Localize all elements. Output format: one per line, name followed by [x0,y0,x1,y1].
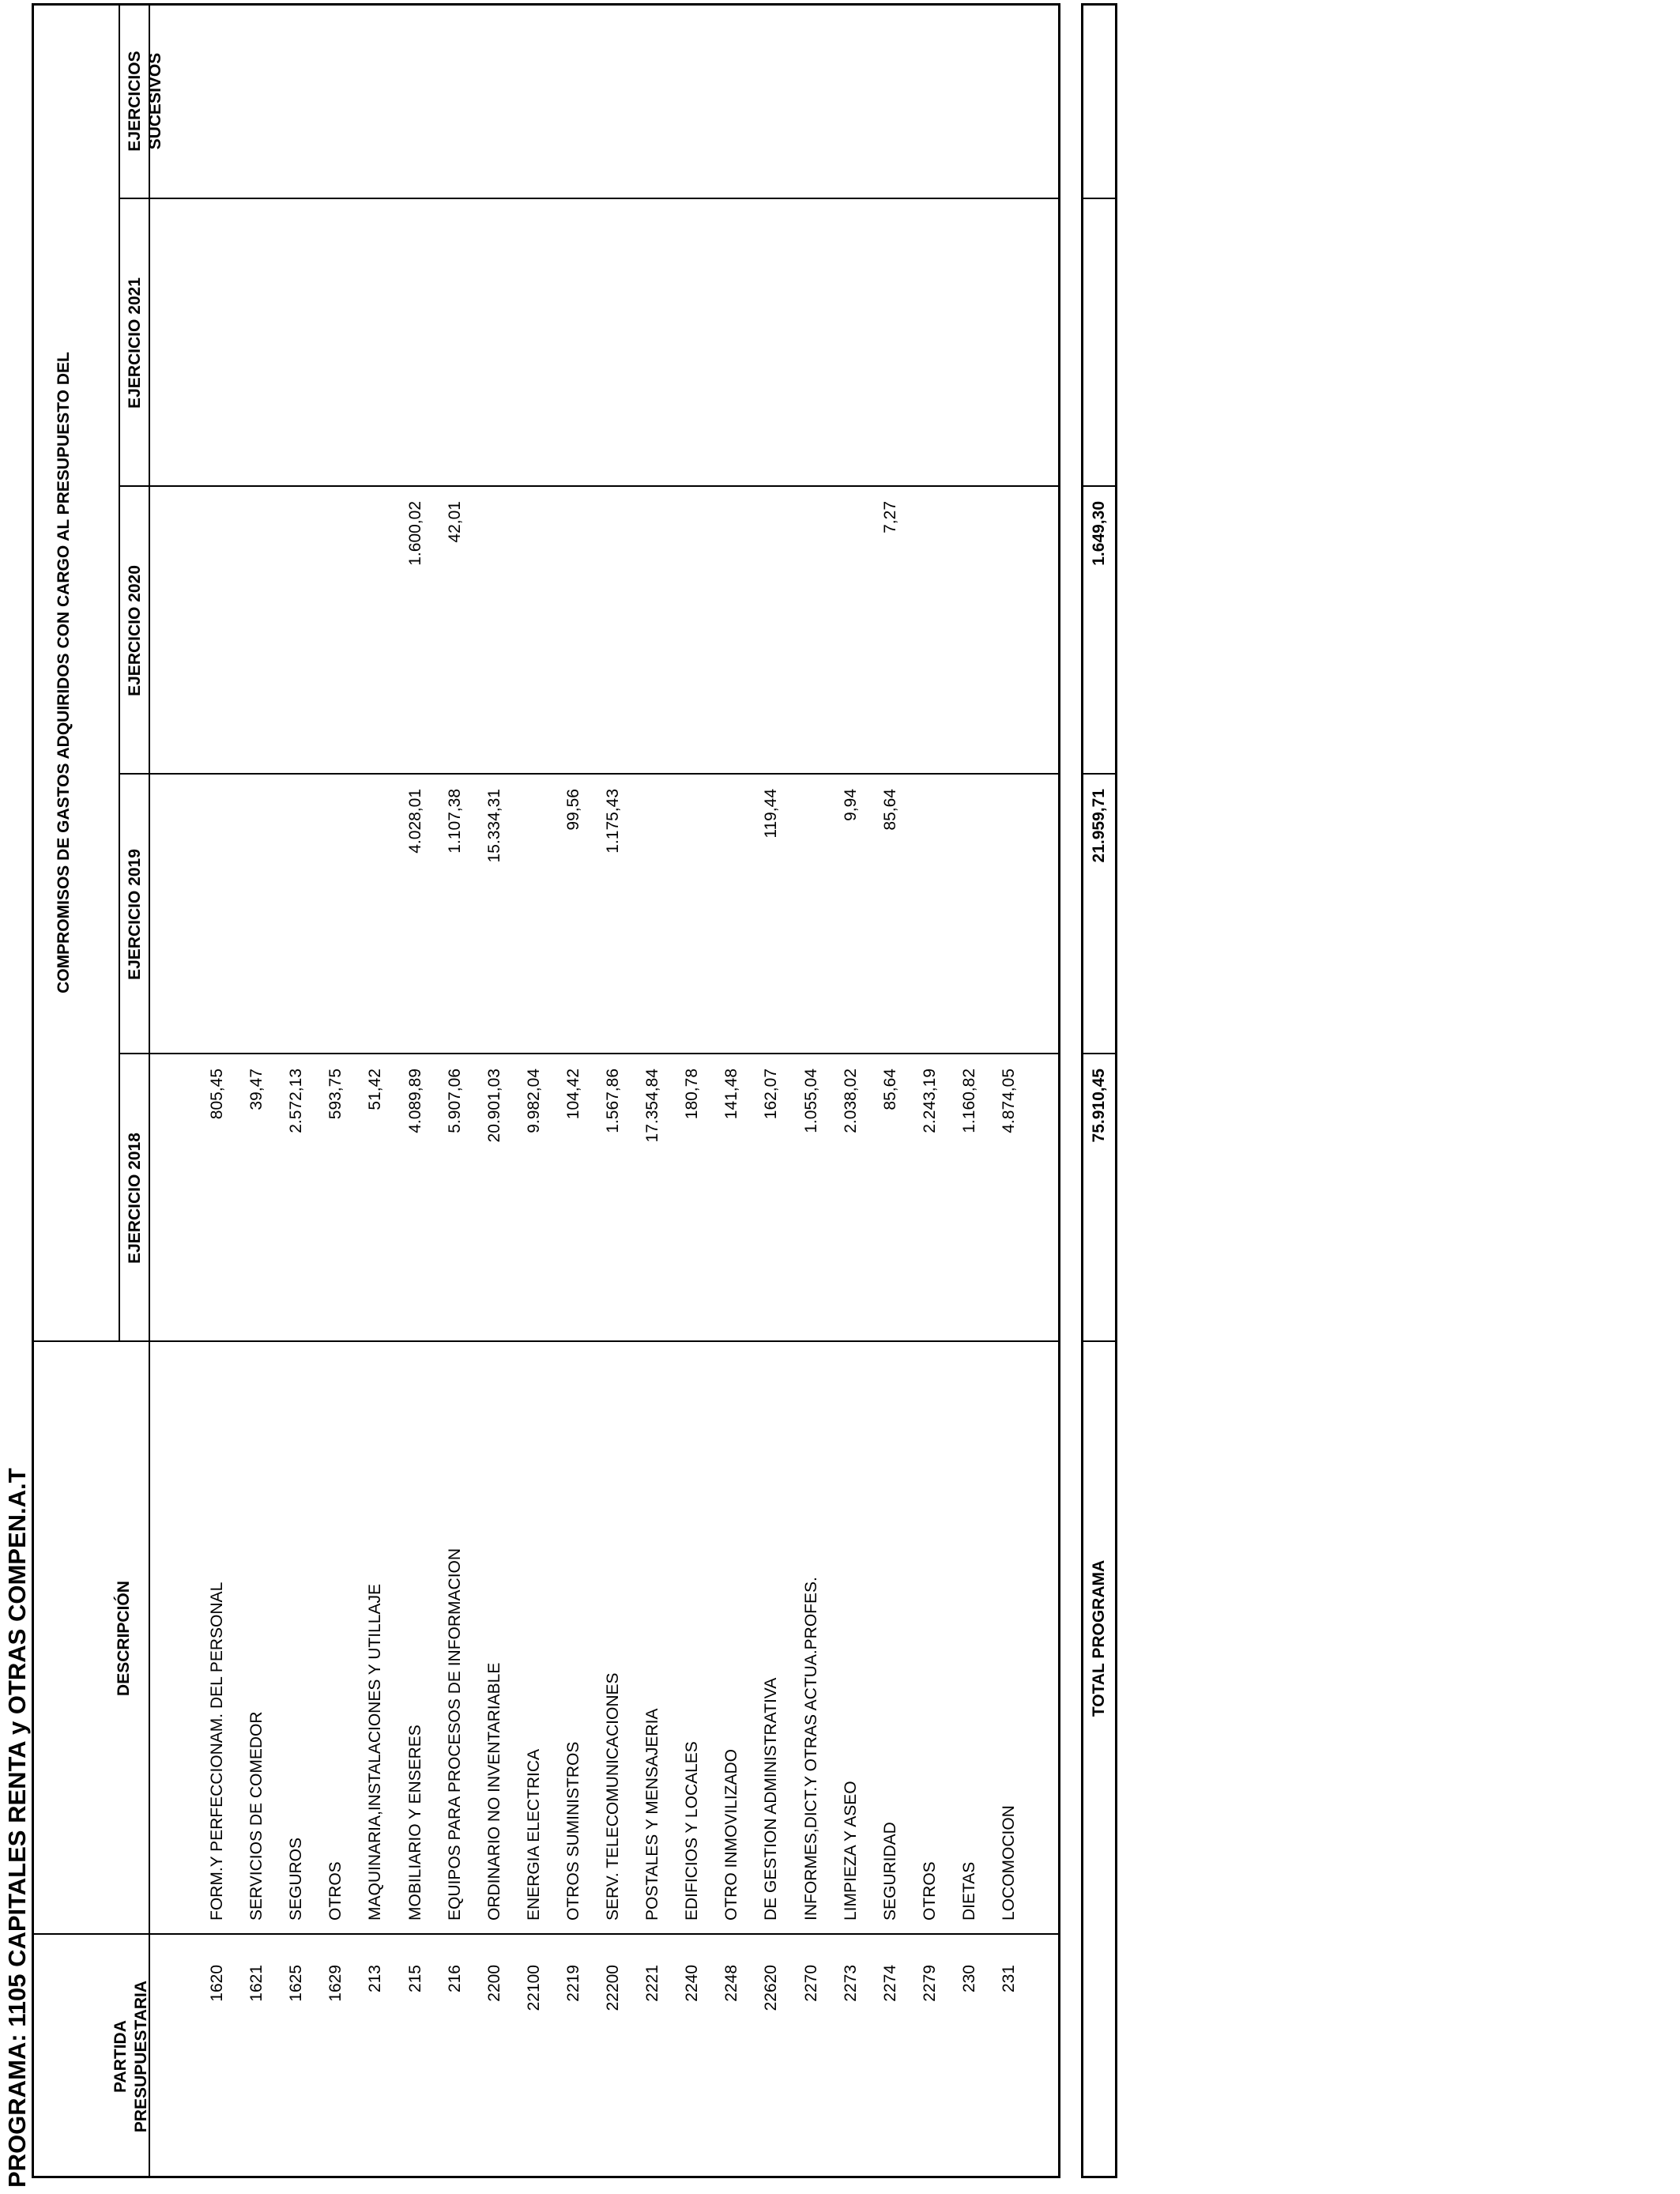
page-title: PROGRAMA: 1105 CAPITALES RENTA y OTRAS COMPEN.A.T [3,1468,31,2188]
header-ejercicios-sucesivos: EJERCICIOS SUCESIVOS [126,51,164,152]
row-code: 231 [1000,1965,1018,1993]
row-2018: 1.055,04 [802,1069,820,1133]
row-2020: 1.600,02 [406,501,424,566]
row-2019: 99,56 [564,789,582,831]
row-code: 215 [406,1965,424,1993]
row-2019: 15.334,31 [485,789,503,863]
row-code: 22100 [525,1965,543,2011]
row-2019: 9,94 [842,789,860,821]
row-code: 2240 [683,1965,701,2002]
row-description: POSTALES Y MENSAJERIA [643,1708,661,1921]
header-split [119,3,120,1342]
row-description: EDIFICIOS Y LOCALES [683,1741,701,1921]
row-description: LOCOMOCION [1000,1805,1018,1921]
row-description: SEGUROS [287,1837,305,1921]
row-description: OTROS [921,1861,939,1921]
divider-2018 [119,1053,1060,1054]
row-2018: 180,78 [683,1069,701,1120]
divider-2021 [119,198,1060,199]
row-code: 2273 [842,1965,860,2002]
row-description: OTROS [326,1861,345,1921]
row-2020: 42,01 [446,501,464,543]
header-ejercicio-2020: EJERCICIO 2020 [126,565,144,696]
total-divider-5 [1081,198,1117,199]
row-description: ORDINARIO NO INVENTARIABLE [485,1662,503,1921]
divider-partida [32,1933,1060,1935]
row-2018: 39,47 [247,1069,266,1110]
header-ejercicio-2019: EJERCICIO 2019 [126,849,144,980]
row-code: 2248 [722,1965,740,2002]
total-2019: 21.959,71 [1090,789,1108,863]
row-description: SEGURIDAD [881,1822,899,1921]
row-2019: 85,64 [881,789,899,831]
row-2018: 162,07 [762,1069,780,1120]
header-partida-line2: PRESUPUESTARIA [132,1980,150,2133]
main-table [32,3,1060,2178]
row-description: SERV. TELECOMUNICACIONES [604,1672,622,1921]
row-2019: 4.028,01 [406,789,424,854]
row-code: 230 [960,1965,978,1993]
row-code: 1625 [287,1965,305,2002]
row-code: 2221 [643,1965,661,2002]
row-2018: 9.982,04 [525,1069,543,1133]
row-description: EQUIPOS PARA PROCESOS DE INFORMACION [446,1547,464,1921]
row-2018: 593,75 [326,1069,345,1120]
row-2019: 1.107,38 [446,789,464,854]
header-ejercicio-2021: EJERCICIO 2021 [126,277,144,409]
row-2020: 7,27 [881,501,899,533]
row-2018: 805,45 [208,1069,226,1120]
row-code: 2219 [564,1965,582,2002]
row-code: 1629 [326,1965,345,2002]
row-2018: 4.874,05 [1000,1069,1018,1133]
row-description: MAQUINARIA,INSTALACIONES Y UTILLAJE [366,1584,384,1921]
row-description: FORM.Y PERFECCIONAM. DEL PERSONAL [208,1581,226,1921]
row-description: DIETAS [960,1861,978,1921]
row-code: 22620 [762,1965,780,2011]
divider-2019 [119,773,1060,775]
row-2018: 5.907,06 [446,1069,464,1133]
row-2018: 1.567,86 [604,1069,622,1133]
row-description: OTRO INMOVILIZADO [722,1748,740,1921]
row-2018: 4.089,89 [406,1069,424,1133]
header-partida [111,1935,152,2178]
row-2018: 104,42 [564,1069,582,1120]
row-code: 2200 [485,1965,503,2002]
total-2018: 75.910,45 [1090,1069,1108,1143]
total-divider-4 [1081,485,1117,487]
divider-descripcion [32,1340,1060,1342]
row-2018: 141,48 [722,1069,740,1120]
row-2018: 20.901,03 [485,1069,503,1143]
row-code: 216 [446,1965,464,1993]
row-description: MOBILIARIO Y ENSERES [406,1725,424,1921]
row-description: ENERGIA ELECTRICA [525,1748,543,1921]
row-description: SERVICIOS DE COMEDOR [247,1711,266,1921]
row-2018: 85,64 [881,1069,899,1110]
row-description: INFORMES,DICT.Y OTRAS ACTUA.PROFES. [802,1577,820,1921]
row-code: 213 [366,1965,384,1993]
row-2019: 1.175,43 [604,789,622,854]
header-partida-line1: PARTIDA [111,2020,130,2093]
row-2018: 2.038,02 [842,1069,860,1133]
total-label: TOTAL PROGRAMA [1090,1559,1108,1717]
row-code: 2270 [802,1965,820,2002]
row-code: 1621 [247,1965,266,2002]
divider-2020 [119,485,1060,487]
row-code: 22200 [604,1965,622,2011]
row-description: LIMPIEZA Y ASEO [842,1781,860,1921]
row-2018: 2.243,19 [921,1069,939,1133]
row-2018: 17.354,84 [643,1069,661,1143]
row-description: OTROS SUMINISTROS [564,1741,582,1921]
total-2020: 1.649,30 [1090,501,1108,566]
row-2018: 2.572,13 [287,1069,305,1133]
header-descripcion: DESCRIPCIÓN [115,1581,133,1696]
row-description: DE GESTION ADMINISTRATIVA [762,1677,780,1921]
row-2018: 1.160,82 [960,1069,978,1133]
row-2018: 51,42 [366,1069,384,1110]
header-ejercicio-2018: EJERCICIO 2018 [126,1133,144,1264]
row-code: 2279 [921,1965,939,2002]
row-2019: 119,44 [762,789,780,839]
header-compromisos: COMPROMISOS DE GASTOS ADQUIRIDOS CON CARGO AL PRESUPUESTO DEL [55,352,73,993]
row-code: 1620 [208,1965,226,2002]
row-code: 2274 [881,1965,899,2002]
header-bottom [149,3,150,2178]
